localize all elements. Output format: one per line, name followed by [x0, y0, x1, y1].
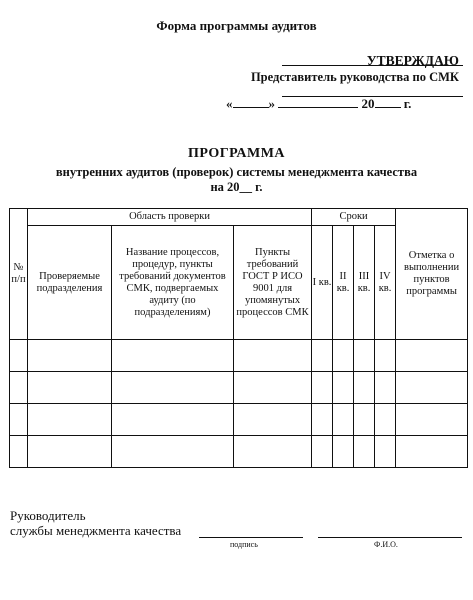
col-header-q2: II кв. — [333, 226, 354, 340]
signature-role-line2: службы менеджмента качества — [10, 523, 182, 538]
signature-role-line1: Руководитель — [10, 508, 86, 523]
col-header-mark: Отметка о выполнении пунктов программы — [396, 209, 468, 340]
table-row — [10, 372, 468, 404]
representative-label: Представитель руководства по СМК — [250, 70, 459, 84]
name-caption: Ф.И.О. — [374, 540, 398, 549]
program-title: ПРОГРАММА — [187, 146, 286, 161]
name-line — [318, 537, 462, 538]
program-year: на 20__ г. — [210, 180, 263, 194]
date-year-prefix: 20 — [361, 96, 375, 111]
program-subtitle: внутренних аудитов (проверок) системы менеджмента качества — [55, 165, 418, 179]
signature-line — [199, 537, 303, 538]
col-header-processes: Название процессов, процедур, пункты требований документов СМК, подвергаемых аудиту (по подразделениям) — [112, 226, 234, 340]
table-row — [10, 340, 468, 372]
col-header-gost: Пункты требований ГОСТ Р ИСО 9001 для упомянутых процессов СМК — [234, 226, 312, 340]
col-header-divisions: Проверяемые подразделения — [28, 226, 112, 340]
col-header-q4: IV кв. — [375, 226, 396, 340]
approve-label: УТВЕРЖДАЮ — [366, 53, 459, 68]
col-header-q3: III кв. — [354, 226, 375, 340]
audit-program-table — [9, 208, 468, 468]
approve-signature-line — [282, 65, 463, 66]
date-close-quote: » — [268, 96, 275, 111]
approval-date-line — [226, 96, 411, 112]
date-open-quote: « — [226, 96, 233, 111]
date-year-suffix: г. — [403, 96, 412, 111]
group-header-terms: Сроки — [312, 209, 396, 226]
col-header-number: № п/п — [10, 209, 28, 340]
table-row — [10, 436, 468, 468]
table-row — [10, 404, 468, 436]
form-title: Форма программы аудитов — [156, 18, 317, 33]
group-header-scope: Область проверки — [28, 209, 312, 226]
signature-caption: подпись — [230, 540, 258, 549]
col-header-q1: I кв. — [312, 226, 333, 340]
